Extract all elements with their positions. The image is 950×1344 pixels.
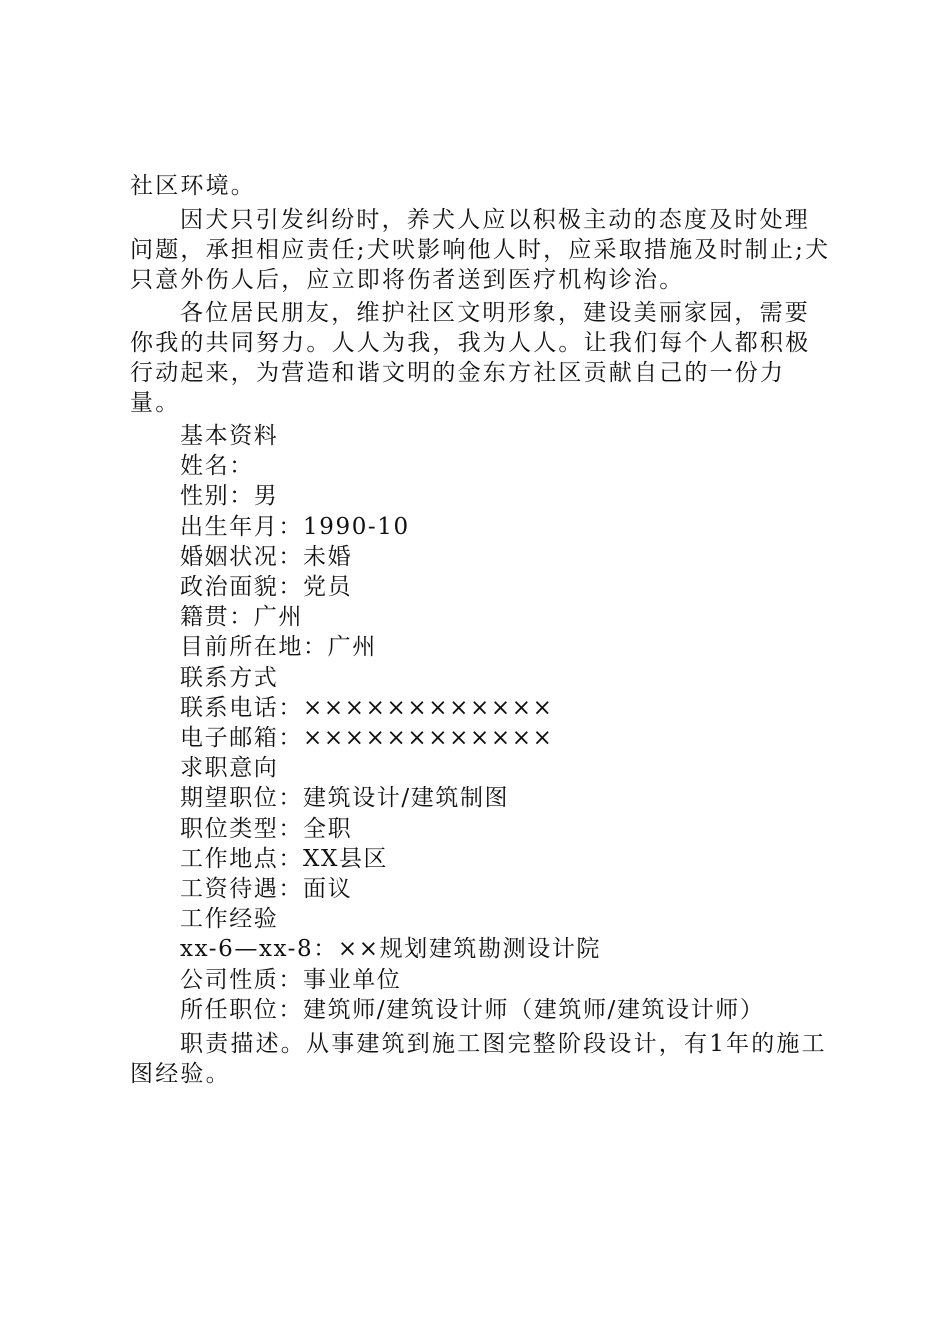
resume-line-name: 姓名： [180, 453, 254, 480]
resume-line-marital-status: 婚姻状况：未婚 [180, 543, 353, 570]
resume-line-position-type: 职位类型：全职 [180, 815, 353, 842]
paragraph-job-description: 职责描述。从事建筑到施工图完整阶段设计，有1年的施工图经验。 [130, 1031, 827, 1087]
resume-line-birth: 出生年月：1990-10 [180, 513, 410, 540]
resume-line-work-location: 工作地点：XX县区 [180, 845, 389, 872]
resume-heading-job-intention: 求职意向 [180, 755, 279, 782]
resume-section [180, 421, 860, 1025]
resume-line-employer: xx-6—xx-8：××规划建筑勘测设计院 [180, 936, 602, 963]
resume-heading-basic-info: 基本资料 [180, 423, 279, 449]
resume-heading-work-experience: 工作经验 [180, 906, 279, 933]
paragraph-residents-call: 各位居民朋友，维护社区文明形象，建设美丽家园，需要你我的共同努力。人人为我，我为人人。让我们每个人都积极行动起来，为营造和谐文明的金东方社区贡献自己的一份力量。 [130, 300, 811, 416]
resume-line-salary: 工资待遇：面议 [180, 876, 353, 903]
resume-line-current-location: 目前所在地：广州 [180, 634, 377, 661]
resume-heading-contact: 联系方式 [180, 664, 279, 691]
resume-line-native-place: 籍贯：广州 [180, 604, 303, 631]
resume-line-email: 电子邮箱：×××××××××××× [180, 725, 554, 752]
resume-line-company-type: 公司性质：事业单位 [180, 966, 402, 993]
resume-line-expected-position: 期望职位：建筑设计/建筑制图 [180, 785, 510, 812]
paragraph-dog-disputes: 因犬只引发纠纷时，养犬人应以积极主动的态度及时处理问题，承担相应责任;犬吠影响他人时，应采取措施及时制止;犬只意外伤人后，应立即将伤者送到医疗机构诊治。 [130, 207, 831, 293]
resume-line-held-position: 所任职位：建筑师/建筑设计师（建筑师/建筑设计师） [180, 996, 765, 1023]
resume-line-political-status: 政治面貌：党员 [180, 574, 353, 601]
resume-line-phone: 联系电话：×××××××××××× [180, 694, 554, 721]
resume-line-gender: 性别：男 [180, 483, 279, 510]
paragraph-intro-end: 社区环境。 [130, 173, 256, 199]
